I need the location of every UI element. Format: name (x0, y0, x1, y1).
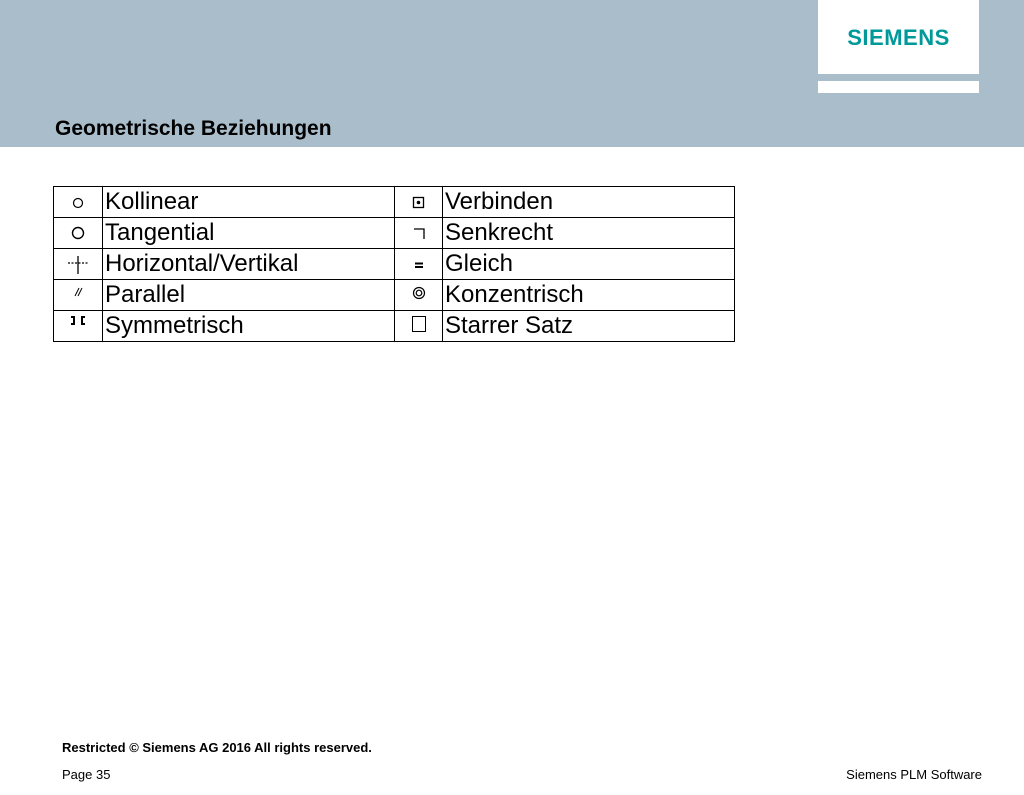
icon-cell (395, 311, 443, 342)
relation-label: Parallel (103, 280, 395, 311)
icon-cell (395, 218, 443, 249)
icon-cell (54, 280, 103, 311)
table-row (54, 187, 735, 218)
page-title: Geometrische Beziehungen (55, 117, 332, 140)
relation-label: Symmetrisch (103, 311, 395, 342)
icon-cell (395, 280, 443, 311)
relation-label: Senkrecht (443, 218, 735, 249)
relation-label: Konzentrisch (443, 280, 735, 311)
icon-cell (54, 187, 103, 218)
table-row (54, 249, 735, 280)
tangent-icon (67, 223, 89, 245)
table-row (54, 311, 735, 342)
parallel-icon (67, 285, 89, 307)
siemens-logo (818, 0, 979, 74)
perpendicular-icon (408, 223, 430, 245)
table-row (54, 218, 735, 249)
horizontal-vertical-icon (67, 254, 89, 276)
relation-label: Verbinden (443, 187, 735, 218)
logo-strip (818, 81, 979, 93)
icon-cell (54, 311, 103, 342)
footer-company: Siemens PLM Software (846, 767, 982, 782)
icon-cell (395, 187, 443, 218)
relations-table (53, 186, 735, 342)
relation-label: Kollinear (103, 187, 395, 218)
relation-label: Horizontal/Vertikal (103, 249, 395, 280)
concentric-icon (408, 285, 430, 307)
logo-text: SIEMENS (847, 25, 950, 50)
footer-restricted: Restricted © Siemens AG 2016 All rights reserved. (62, 740, 372, 755)
icon-cell (54, 218, 103, 249)
connect-icon (408, 192, 430, 214)
relation-label: Starrer Satz (443, 311, 735, 342)
collinear-icon (67, 192, 89, 214)
equal-icon (408, 254, 430, 276)
relation-label: Tangential (103, 218, 395, 249)
table-row (54, 280, 735, 311)
symmetric-icon (67, 316, 89, 338)
rigid-set-icon (408, 316, 430, 338)
page-number: Page 35 (62, 767, 111, 782)
icon-cell (54, 249, 103, 280)
relation-label: Gleich (443, 249, 735, 280)
icon-cell (395, 249, 443, 280)
